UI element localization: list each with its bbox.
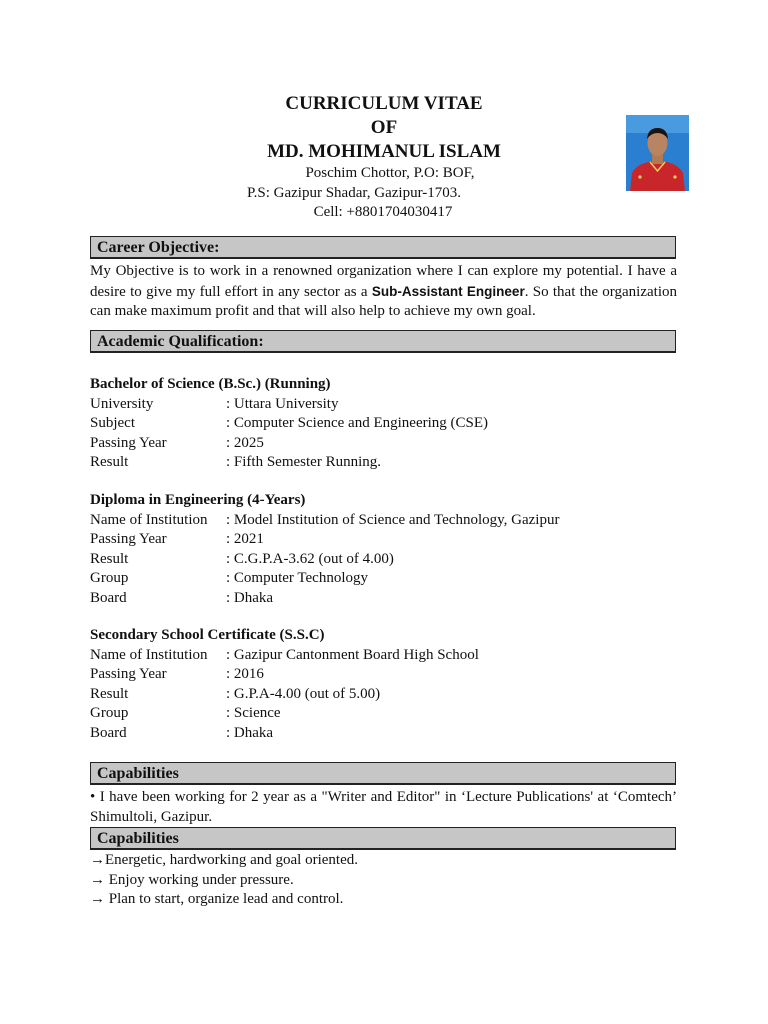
ssc-row: Passing Year : 2016 [90, 666, 264, 682]
diploma-row: Board : Dhaka [90, 589, 274, 606]
career-objective-heading: Career Objective: [90, 236, 676, 258]
cv-name: MD. MOHIMANUL ISLAM [267, 141, 501, 162]
diploma-row: Name of Institution : Model Institution of Science and Technology, Gazipur [90, 511, 560, 528]
ssc-row: Group : Science [90, 705, 281, 721]
capability-item: → Enjoy working under pressure. [90, 871, 294, 888]
academic-qualification-heading: Academic Qualification: [90, 330, 676, 352]
career-text-highlight: Sub-Assistant Engineer [371, 283, 525, 299]
bsc-row: University : Uttara University [90, 395, 339, 412]
address-line-2: P.S: Gazipur Shadar, Gazipur-1703. [246, 184, 462, 201]
ssc-row: Result : G.P.A-4.00 (out of 5.00) [90, 685, 381, 702]
capability-item: → Plan to start, organize lead and control. [90, 891, 344, 907]
cell-number: Cell: +8801704030417 [313, 204, 453, 220]
career-text-part-1: My Objective is to work in a renowned organization where I can explore my potential. I have a desire to give my full effort in any sector as a [90, 263, 677, 300]
diploma-row: Passing Year : 2021 [90, 531, 264, 547]
bsc-block [90, 375, 690, 473]
cv-title: CURRICULUM VITAE [285, 93, 483, 114]
capabilities-heading-1: Capabilities [90, 762, 676, 784]
ssc-block [90, 626, 690, 743]
diploma-row: Group : Computer Technology [90, 570, 368, 586]
career-text-part-2: . So that the organization can make maximum profit and that will also help to achieve my own goal. [90, 283, 677, 319]
profile-photo [626, 115, 689, 191]
cv-title-of: OF [370, 117, 398, 138]
bsc-title: Bachelor of Science (B.Sc.) (Running) [90, 376, 331, 392]
address-line-1: Poschim Chottor, P.O: BOF, [305, 165, 475, 181]
capabilities-experience-text: • I have been working for 2 year as a "Writer and Editor" in ‘Lecture Publications' at ‘Comtech’ Shimultoli, Gazipur. [90, 789, 677, 825]
bsc-row: Result : Fifth Semester Running. [90, 454, 381, 470]
ssc-row: Name of Institution : Gazipur Cantonment Board High School [90, 646, 479, 663]
diploma-title: Diploma in Engineering (4-Years) [90, 492, 306, 508]
capabilities-heading-2: Capabilities [90, 827, 676, 849]
career-objective-text [90, 262, 677, 322]
diploma-block [90, 491, 690, 608]
ssc-row: Board : Dhaka [90, 724, 274, 741]
bsc-row: Passing Year : 2025 [90, 434, 264, 451]
ssc-title: Secondary School Certificate (S.S.C) [90, 627, 325, 643]
diploma-row: Result : C.G.P.A-3.62 (out of 4.00) [90, 550, 394, 567]
bsc-row: Subject : Computer Science and Engineering (CSE) [90, 415, 489, 431]
capability-item: →Energetic, hardworking and goal oriented. [90, 852, 358, 868]
